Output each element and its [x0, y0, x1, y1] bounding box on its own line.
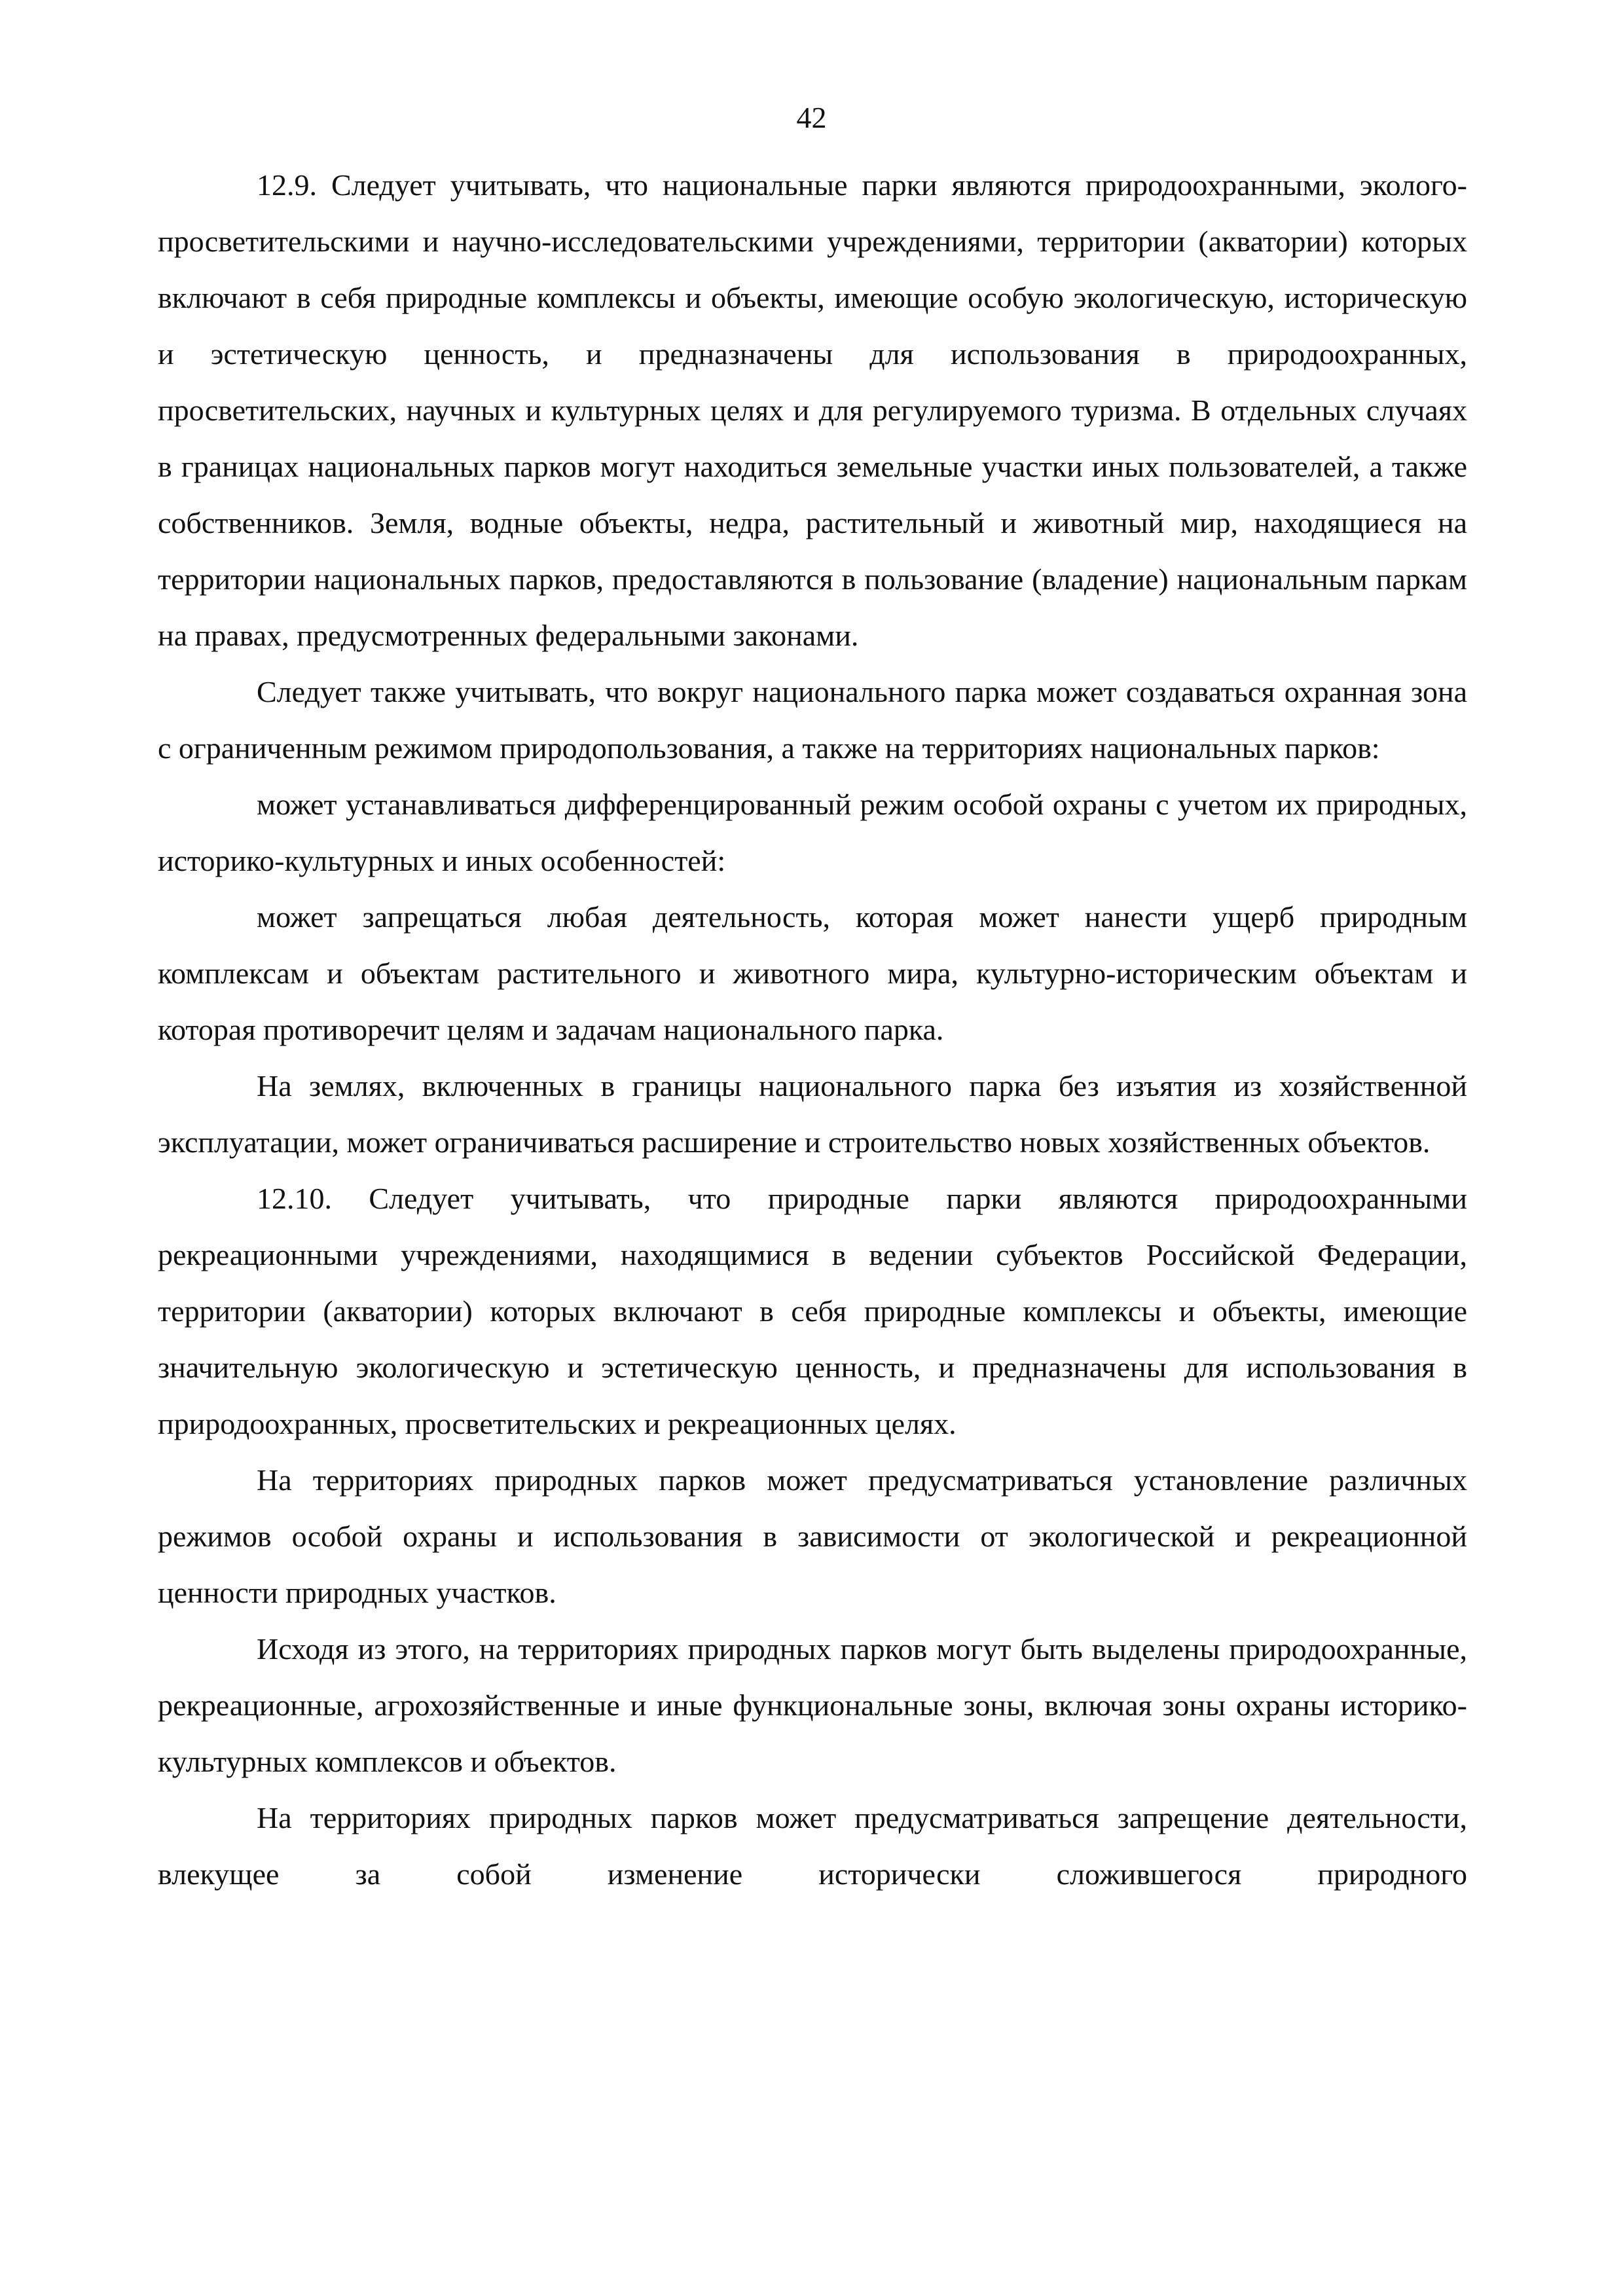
paragraph-prohibited-activity: может запрещаться любая деятельность, которая может нанести ущерб природным комплексам и объектам растительного и животного мира, культурно-историческим объектам и которая противоречит целям и задачам национального парка. [158, 900, 1467, 1046]
paragraph-12-10: 12.10. Следует учитывать, что природные парки являются природоохранными рекреационными учреждениями, находящимися в ведении субъектов Российской Федерации, территории (акватории) которых включают в себя природные комплексы и объекты, имеющие значительную экологическую и эстетическую ценность, и предназначены для использования в природоохранных, просветительских и рекреационных целях. [158, 1182, 1467, 1440]
paragraph-restricted-construction: На землях, включенных в границы национального парка без изъятия из хозяйственной эксплуатации, может ограничиваться расширение и строительство новых хозяйственных объектов. [158, 1069, 1467, 1159]
paragraph-12-9: 12.9. Следует учитывать, что национальные парки являются природоохранными, эколого-просветительскими и научно-исследовательскими учреждениями, территории (акватории) которых включают в себя природные комплексы и объекты, имеющие особую экологическую, историческую и эстетическую ценность, и предназначены для использования в природоохранных, просветительских, научных и культурных целях и для регулируемого туризма. В отдельных случаях в границах национальных парков могут находиться земельные участки иных пользователей, а также собственников. Земля, водные объекты, недра, растительный и животный мир, находящиеся на территории национальных парков, предоставляются в пользование (владение) национальным паркам на правах, предусмотренных федеральными законами. [158, 168, 1467, 652]
page-number: 42 [796, 101, 827, 134]
document-body [158, 157, 1467, 1903]
paragraph-protection-regimes: На территориях природных парков может предусматриваться установление различных режимов особой охраны и использования в зависимости от экологической и рекреационной ценности природных участков. [158, 1463, 1467, 1609]
paragraph-prohibition: На территориях природных парков может предусматриваться запрещение деятельности, влекущее за собой изменение исторически сложившегося природного [158, 1801, 1467, 1891]
paragraph-differentiated-regime: может устанавливаться дифференцированный режим особой охраны с учетом их природных, историко-культурных и иных особенностей: [158, 788, 1467, 877]
paragraph-protection-zone: Следует также учитывать, что вокруг национального парка может создаваться охранная зона с ограниченным режимом природопользования, а также на территориях национальных парков: [158, 675, 1467, 765]
paragraph-functional-zones: Исходя из этого, на территориях природных парков могут быть выделены природоохранные, рекреационные, агрохозяйственные и иные функциональные зоны, включая зоны охраны историко-культурных комплексов и объектов. [158, 1632, 1467, 1778]
